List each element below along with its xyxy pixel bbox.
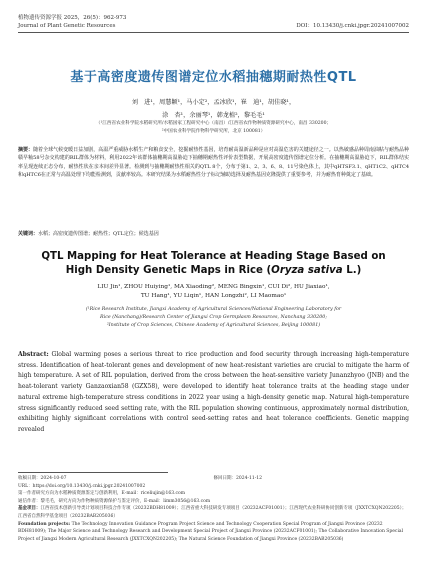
authors-en-line: LIU Jin¹, ZHOU Huiying¹, MA Xiaoding², MENG Bingxin¹, CUI Di², HU Jiaxiao¹,	[97, 284, 330, 290]
footnote-divider	[18, 472, 168, 473]
abstract-en	[18, 350, 409, 436]
affiliation-en-line: Rice (Nanchang)/Research Center of Jiangxi Crop Germplasm Resources, Nanchang 330200;	[100, 315, 327, 320]
article-title-cn: 基于高密度遗传图谱定位水稻抽穗期耐热性QTL	[70, 70, 357, 85]
affiliation-en-line: ²Institute of Crop Sciences, Chinese Academy of Agricultural Sciences, Beijing 100081)	[106, 323, 321, 328]
funding-cn-text: 江西省技术创新引导类计划项目科技合作专项（20232BDH81009）；江西省重大科技研发专项项目（20232ACF01001）；江西现代农业科研协同创新专项（JXXTCXQN202205）；江西省自然科学基金项目（20232BAB205036）	[18, 506, 407, 519]
footnotes	[18, 475, 409, 543]
article-url[interactable]: URL：https://doi.org/10.13430/j.cnki.jpgr.20241007002	[18, 483, 146, 489]
keywords-cn-text: 水稻；高密度遗传图谱；耐热性；QTL定位；候选基因	[38, 231, 159, 237]
abstract-cn	[18, 146, 409, 180]
affiliation-en-line: (¹Rice Research Institute, Jiangxi Academy of Agricultural Sciences/National Engineering Laboratory for	[85, 307, 342, 312]
species-name: Oryza sativa	[271, 265, 343, 276]
article-title-en-line: QTL Mapping for Heat Tolerance at Heading Stage Based on	[41, 251, 386, 262]
abstract-cn-text: 随着全球气候变暖日益加剧，高温严重威胁水稻生产和粮食安全，挖掘耐热性基因，培育耐高温新品种是应对高温危害的关键途径之一。以热敏感品种周南油粘与耐热品种赣早籼58号杂交构建的RIL群体为材料，利用2022年该群体抽穗期高温胁迫下抽穗期耐热性评价表型数据，开展高密度遗传图谱定位分析。在抽穗期高温胁迫下，RIL群体结实率呈现连续正态分布，耐热性状在亲本间差异显著。检测到与抽穗期耐热性相关的QTL 8个，分布于第1、2、3、6、8、11号染色体上，其中qHTSF3.1、qHT1C2、qHTC4和qHTC6在正常与高温处理下均能检测到，贡献率较高。本研究结果为水稻耐热性分子标记辅助选择及耐热基因克隆提供了重要参考，并为耐热育种奠定了基础。	[18, 147, 409, 179]
article-title-en-line	[30, 264, 397, 278]
authors-en-line: TU Hang¹, YU Liqin¹, HAN Longzhi², LI Maomao¹	[140, 293, 287, 299]
keywords-cn-label: 关键词：	[18, 231, 39, 237]
abstract-en-text: Global warming poses a serious threat to rice production and food security through increasing high-temperature stress. Identification of heat-tolerant genes and development of new heat-resistant varieties are crucial to mitigate the harm of high temperature. A set of RIL population, derived from the cross between the heat-sensitive variety Junanzhyoo (JNB) and the heat-tolerant variety Ganzaoxian58 (GZX58), were developed to identify heat tolerance traits at the heading stage under natural extreme high-temperature stress conditions in 2022 year using a high-density genetic map. Natural high-temperature stress significantly reduced seed setting rate, with the RIL population showing continuous, approximately normal distribution, exhibiting highly significant correlations with control seed-setting rates and heat tolerance coefficients. Genetic mapping revealed	[18, 351, 409, 433]
title-en-part: High Density Genetic Maps in Rice (	[65, 265, 272, 276]
funding-cn-label: 基金项目：	[18, 506, 41, 512]
first-author-note: 第一作者研究方向为水稻种质资源鉴定与创新利用，E-mail：riceliujin@163.com	[18, 491, 186, 497]
article-title-en	[30, 250, 397, 278]
affiliation-cn-line: （¹江西省农业科学院水稻研究所/水稻国家工程研究中心（南昌）/江西省农作物种质资源研究中心，南昌 330200；	[95, 121, 332, 126]
journal-name-en: Journal of Plant Genetic Resources	[18, 23, 116, 29]
authors-en	[20, 283, 407, 301]
affiliation-en	[20, 306, 407, 330]
journal-name-cn: 植物遗传资源学报 2025，26(5)：962-973	[18, 15, 127, 21]
affiliation-cn	[0, 120, 427, 136]
funding-en	[18, 521, 409, 544]
authors-cn-line: 涂 杏¹，余丽琴¹，韩龙植²，黎毛毛¹	[162, 112, 265, 119]
abstract-cn-label: 摘要：	[18, 147, 34, 153]
affiliation-cn-line: ²中国农业科学院作物科学研究所，北京 100081）	[161, 129, 266, 134]
funding-en-text: The Technology Innovation Guidance Program Project Science and Technology Cooperation Special Program of Jiangxi Province (20232 BDH81009); The Major Science and Technology Research and Development Special Project of Jiangxi Province (20232ACF01001); The Collaborative Innovation Special Project of Jiangxi Modern Agricultural Research (JXXTCXQN202205); The Natural Science Foundation of Jiangxi Province (20232BAB205036)	[18, 521, 404, 542]
footnote-dates	[18, 475, 409, 483]
funding-cn	[18, 505, 409, 520]
authors-cn-line: 刘 进¹，周慧颖¹，马小定²，孟冰欣¹，崔 迪¹，胡佳晓¹，	[131, 99, 296, 106]
journal-info	[18, 14, 218, 30]
keywords-cn	[18, 230, 409, 238]
header-divider	[18, 32, 409, 33]
title-en-part: L.)	[342, 265, 362, 276]
authors-cn	[0, 96, 427, 122]
received-date: 收稿日期：2024-10-07	[18, 476, 67, 481]
abstract-en-label: Abstract:	[18, 351, 49, 358]
revised-date: 修回日期：2024-11-12	[213, 476, 262, 481]
funding-en-label: Foundation projects:	[18, 521, 71, 527]
corresponding-author-note: 通信作者：黎毛毛，研究方向为作物种质资源保护与鉴定评价，E-mail：limm3056@163.com	[18, 498, 211, 504]
doi[interactable]: DOI：10.13430/j.cnki.jpgr.20241007002	[296, 23, 409, 29]
